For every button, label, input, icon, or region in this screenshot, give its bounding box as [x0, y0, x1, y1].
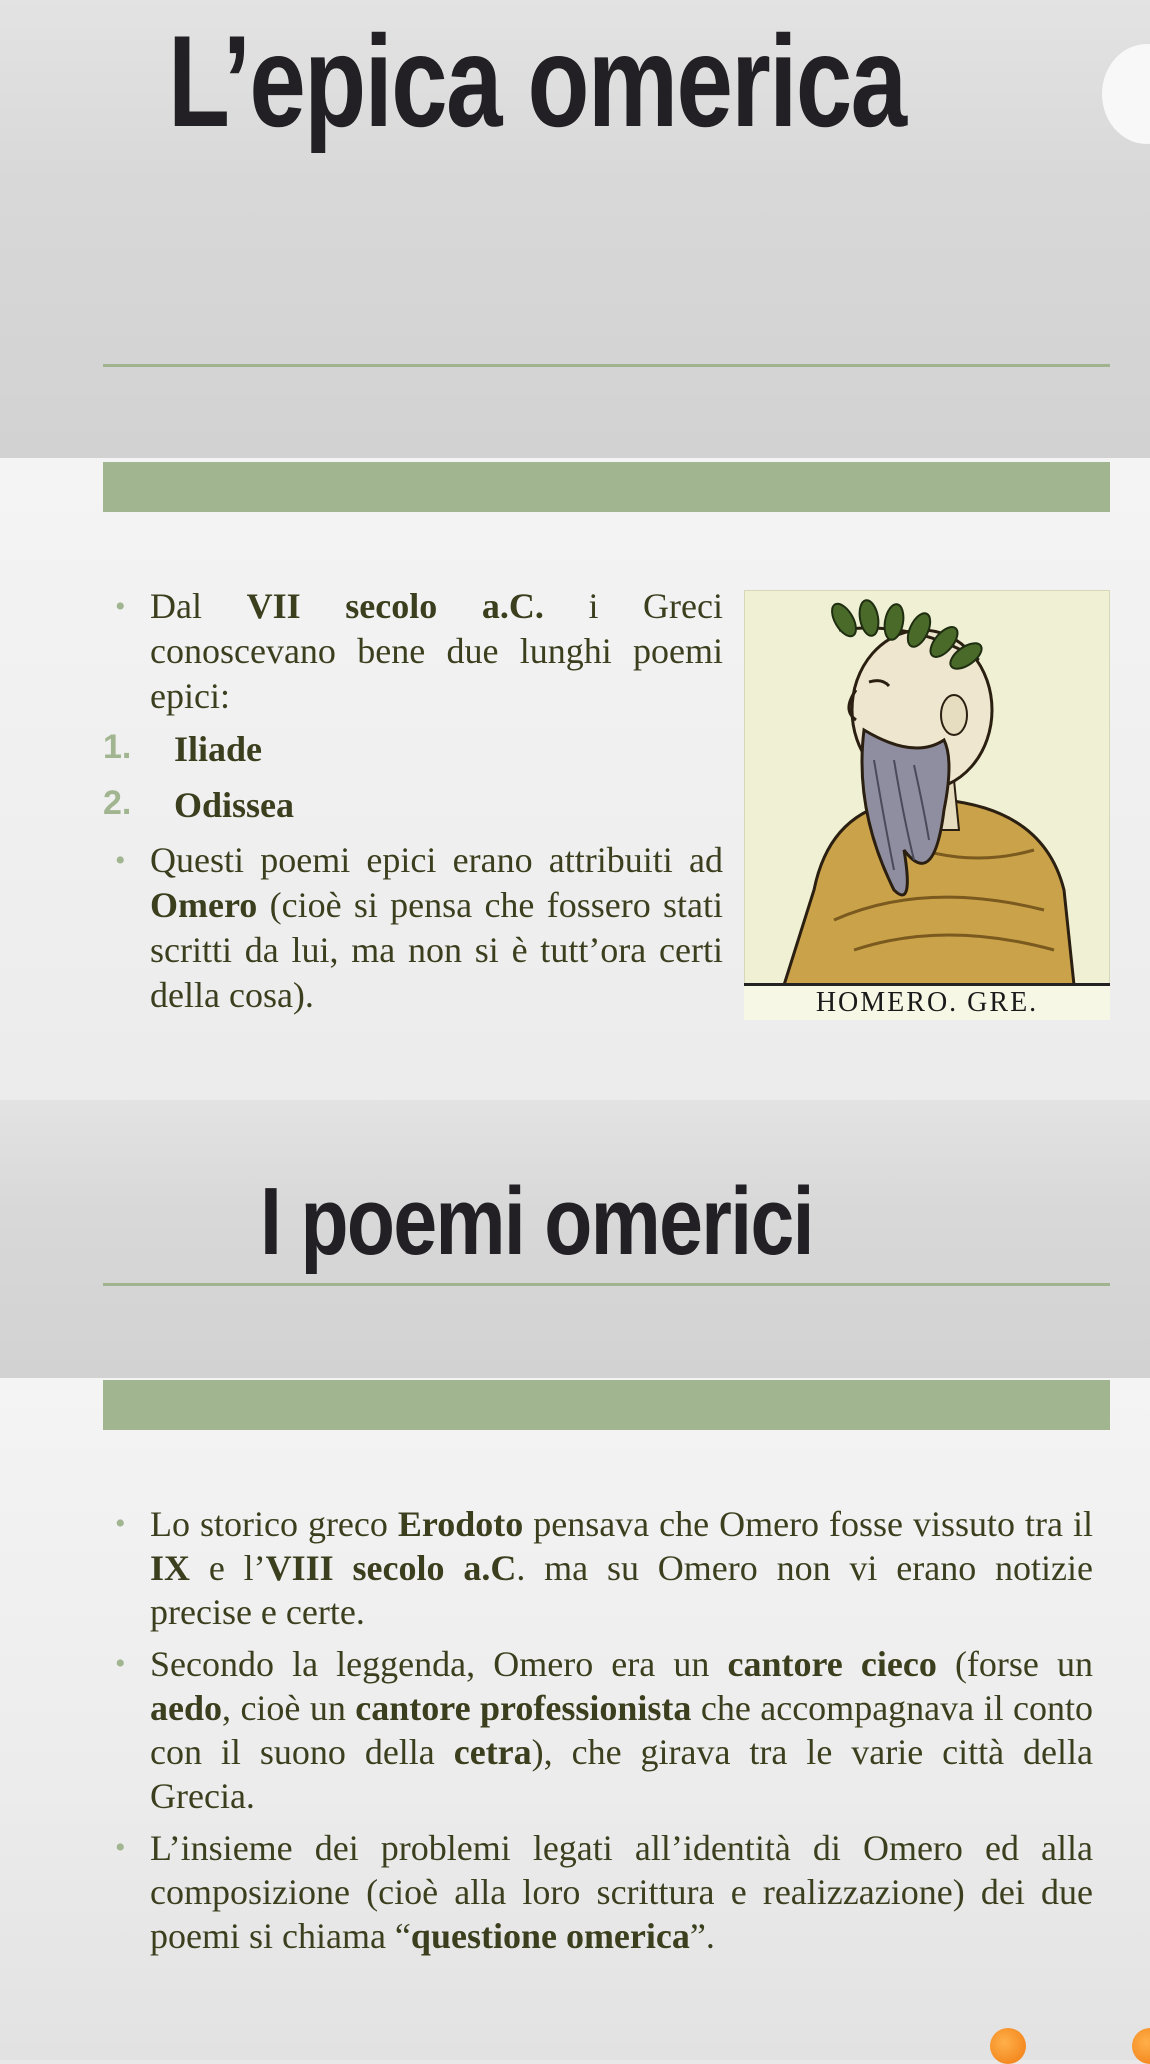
slide2-bullet-2: • Secondo la leggenda, Omero era un cantore cieco (forse un aedo, cioè un cantore professionista che accompagnava il conto con il suono della cetra), che girava tra le varie città della Grecia. [103, 1642, 1093, 1818]
homer-portrait-image [744, 590, 1110, 1020]
decor-orange-dot [990, 2028, 1026, 2064]
slide2-bullet-1: • Lo storico greco Erodoto pensava che Omero fosse vissuto tra il IX e l’VIII secolo a.C. ma su Omero non vi erano notizie precise e certe. [103, 1502, 1093, 1634]
slide1-accent-bar [103, 462, 1110, 512]
list-item-iliade: 1. Iliade [103, 728, 263, 769]
slide1-content [103, 584, 723, 1018]
slide2-content [103, 1502, 1093, 1958]
slide2-bullet-3: • L’insieme dei problemi legati all’identità di Omero ed alla composizione (cioè alla loro scrittura e realizzazione) dei due poemi si chiama “questione omerica”. [103, 1826, 1093, 1958]
slide2-title-rule [103, 1283, 1110, 1286]
list-item-odissea: 2. Odissea [103, 784, 295, 825]
slide2-title: I poemi omerici [260, 1168, 813, 1275]
homer-portrait-drawing [744, 590, 1110, 990]
slide1-bullet-2: • Questi poemi epici erano attribuiti ad Omero (cioè si pensa che fossero stati scritti da lui, ma non si è tutt’ora certi della cosa). [103, 838, 723, 1018]
slide2-accent-bar [103, 1380, 1110, 1430]
slide1-title-rule [103, 364, 1110, 367]
slide1-title: L’epica omerica [168, 8, 906, 154]
slide1-bullet-1: • Dal VII secolo a.C. i Greci conoscevano bene due lunghi poemi epici: [103, 584, 723, 719]
portrait-caption: HOMERO. GRE. [744, 983, 1110, 1020]
